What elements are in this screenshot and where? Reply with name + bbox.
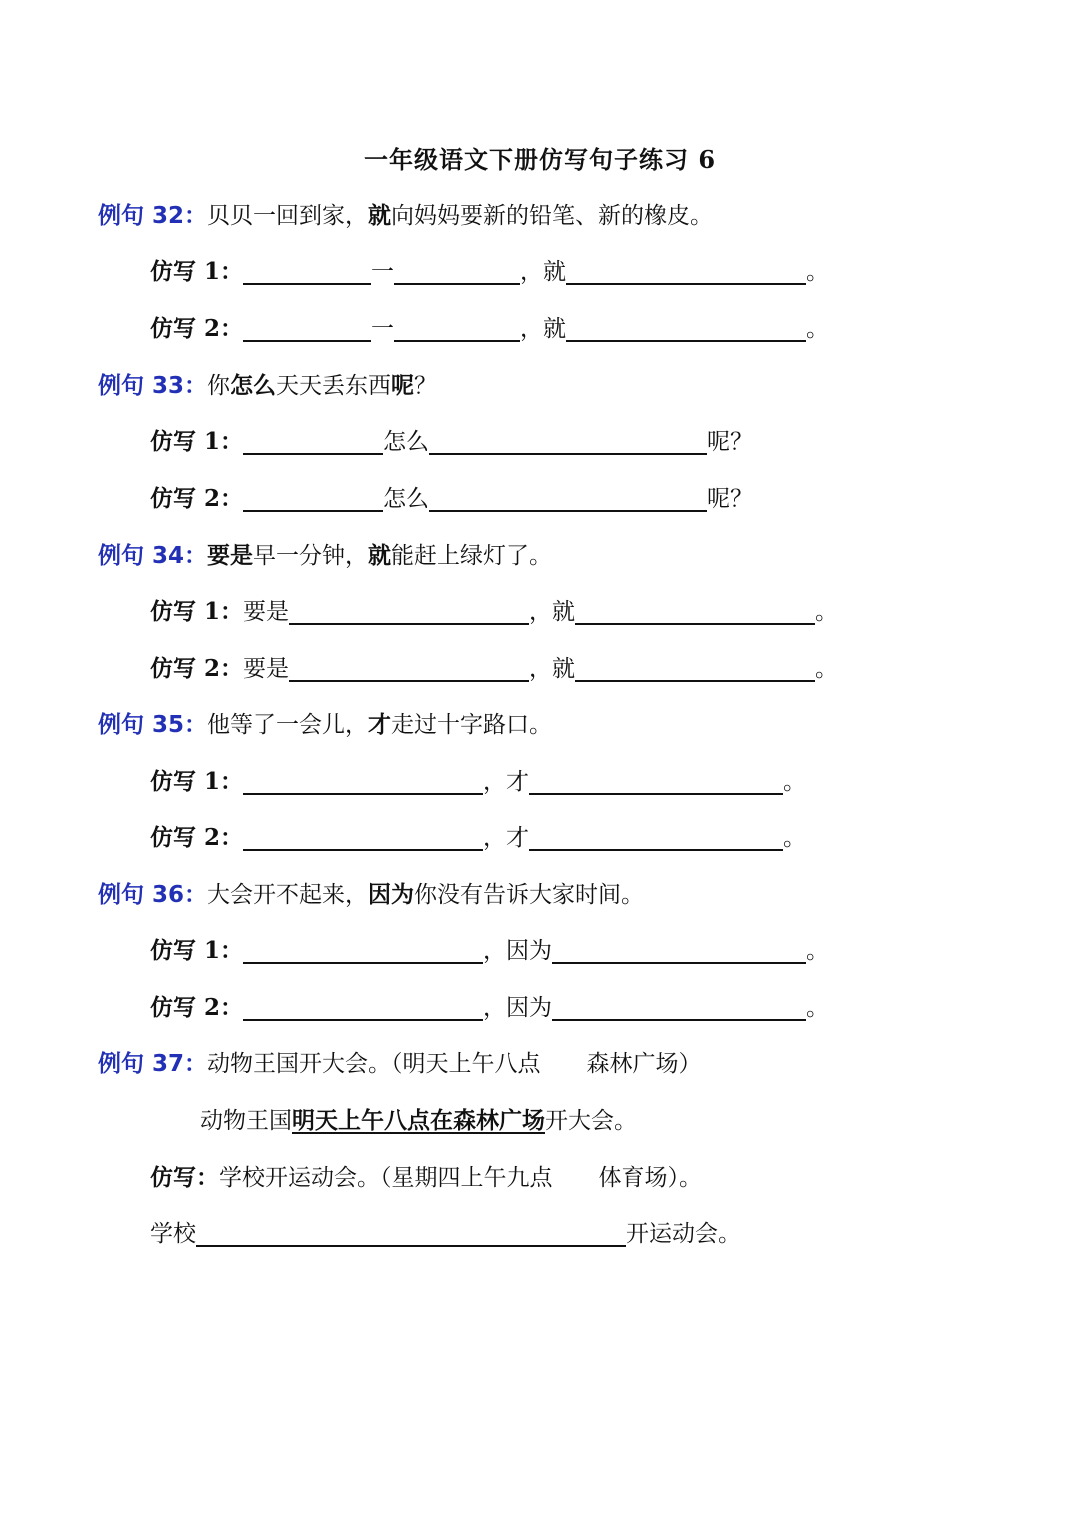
- practice-row: [150, 422, 753, 462]
- answer-blank[interactable]: [429, 480, 707, 512]
- punctuation: 。: [783, 769, 807, 795]
- keyword: 才: [368, 711, 392, 738]
- example-text: ？: [414, 373, 438, 399]
- answer-blank[interactable]: [575, 650, 815, 682]
- answer-blank[interactable]: [243, 310, 371, 342]
- keyword: 呢: [391, 372, 415, 399]
- example-label: 例句 34：: [98, 543, 208, 569]
- practice-label: 仿写 2：: [150, 824, 244, 851]
- example-text: 森林广场）: [586, 1051, 702, 1077]
- answer-blank[interactable]: [394, 253, 520, 285]
- answer-blank[interactable]: [243, 480, 383, 512]
- cue-word: 开运动会。: [626, 1221, 741, 1247]
- example-37: [98, 1044, 702, 1084]
- answer-blank[interactable]: [243, 989, 483, 1021]
- cue-word: ，就: [520, 316, 567, 342]
- keyword: 因为: [368, 881, 415, 908]
- example-text: 贝贝一回到家，: [207, 203, 369, 229]
- example-text: 早一分钟，: [253, 543, 369, 569]
- practice-row: [150, 649, 838, 689]
- practice-row: [150, 818, 806, 858]
- keyword: 怎么: [230, 372, 277, 399]
- answer-blank[interactable]: [552, 932, 806, 964]
- practice-row: [150, 988, 829, 1028]
- model-underlined: 明天上午八点在森林广场: [292, 1107, 545, 1134]
- example-label: 例句 32：: [98, 203, 208, 229]
- punctuation: 。: [806, 259, 830, 285]
- practice-label: 仿写：: [150, 1164, 219, 1191]
- example-label: 例句 37：: [98, 1051, 208, 1077]
- answer-blank[interactable]: [289, 650, 529, 682]
- punctuation: 。: [815, 656, 839, 682]
- answer-row: [150, 1214, 741, 1254]
- model-sentence: [200, 1101, 637, 1141]
- example-label: 例句 36：: [98, 882, 208, 908]
- practice-row: [150, 931, 829, 971]
- example-36: [98, 875, 644, 915]
- answer-blank[interactable]: [529, 819, 783, 851]
- example-text: 向妈妈要新的铅笔、新的橡皮。: [391, 203, 714, 229]
- cue-word: 一: [371, 259, 395, 285]
- practice-label: 仿写 1：: [150, 768, 244, 795]
- page-title: 一年级语文下册仿写句子练习 6: [363, 145, 717, 174]
- answer-blank[interactable]: [196, 1215, 626, 1247]
- keyword: 要是: [207, 542, 254, 569]
- practice-label: 仿写 1：: [150, 937, 244, 964]
- example-text: 他等了一会儿，: [207, 712, 369, 738]
- punctuation: 。: [806, 316, 830, 342]
- keyword: 就: [368, 202, 392, 229]
- cue-word: ，就: [529, 599, 576, 625]
- answer-blank[interactable]: [566, 310, 806, 342]
- answer-blank[interactable]: [243, 932, 483, 964]
- practice-row: [150, 479, 753, 519]
- example-text: 你没有告诉大家时间。: [414, 882, 645, 908]
- model-text: 动物王国: [200, 1108, 292, 1134]
- practice-label: 仿写 2：: [150, 315, 244, 342]
- practice-label: 仿写 1：: [150, 598, 244, 625]
- cue-word: 一: [371, 316, 395, 342]
- example-35: [98, 705, 552, 745]
- practice-label: 仿写 1：: [150, 258, 244, 285]
- cue-word: ，才: [483, 769, 530, 795]
- punctuation: 。: [806, 995, 830, 1021]
- example-label: 例句 33：: [98, 373, 208, 399]
- cue-word: 要是: [243, 599, 290, 625]
- example-text: 大会开不起来，: [207, 882, 369, 908]
- practice-label: 仿写 2：: [150, 994, 244, 1021]
- example-33: [98, 366, 437, 406]
- answer-blank[interactable]: [394, 310, 520, 342]
- example-text: 天天丢东西: [276, 373, 392, 399]
- answer-blank[interactable]: [529, 763, 783, 795]
- practice-row: [150, 762, 806, 802]
- example-label: 例句 35：: [98, 712, 208, 738]
- cue-word: ，就: [529, 656, 576, 682]
- keyword: 就: [368, 542, 392, 569]
- cue-word: 怎么: [383, 486, 430, 512]
- cue-word: ，才: [483, 825, 530, 851]
- practice-label: 仿写 1：: [150, 428, 244, 455]
- example-text: 动物王国开大会。（明天上午八点: [207, 1051, 541, 1077]
- practice-row: [150, 592, 838, 632]
- answer-blank[interactable]: [429, 423, 707, 455]
- punctuation: 。: [815, 599, 839, 625]
- task-row: [150, 1158, 702, 1198]
- cue-word: ，因为: [483, 938, 553, 964]
- punctuation: 呢？: [707, 486, 754, 512]
- cue-word: ，就: [520, 259, 567, 285]
- example-text: 走过十字路口。: [391, 712, 553, 738]
- answer-blank[interactable]: [243, 763, 483, 795]
- task-text: 体育场）。: [598, 1165, 702, 1191]
- answer-blank[interactable]: [243, 423, 383, 455]
- answer-blank[interactable]: [243, 253, 371, 285]
- answer-blank[interactable]: [289, 593, 529, 625]
- cue-word: 学校: [150, 1221, 196, 1247]
- answer-blank[interactable]: [575, 593, 815, 625]
- example-34: [98, 536, 552, 576]
- model-text: 开大会。: [545, 1108, 637, 1134]
- task-text: 学校开运动会。（星期四上午九点: [219, 1165, 553, 1191]
- practice-row: [150, 309, 829, 349]
- example-text: 能赶上绿灯了。: [391, 543, 553, 569]
- answer-blank[interactable]: [566, 253, 806, 285]
- cue-word: ，因为: [483, 995, 553, 1021]
- answer-blank[interactable]: [552, 989, 806, 1021]
- punctuation: 。: [783, 825, 807, 851]
- cue-word: 怎么: [383, 429, 430, 455]
- example-text: 你: [207, 373, 231, 399]
- practice-label: 仿写 2：: [150, 655, 244, 682]
- cue-word: 要是: [243, 656, 290, 682]
- punctuation: 。: [806, 938, 830, 964]
- punctuation: 呢？: [707, 429, 754, 455]
- practice-label: 仿写 2：: [150, 485, 244, 512]
- example-32: [98, 196, 713, 236]
- practice-row: [150, 252, 829, 292]
- answer-blank[interactable]: [243, 819, 483, 851]
